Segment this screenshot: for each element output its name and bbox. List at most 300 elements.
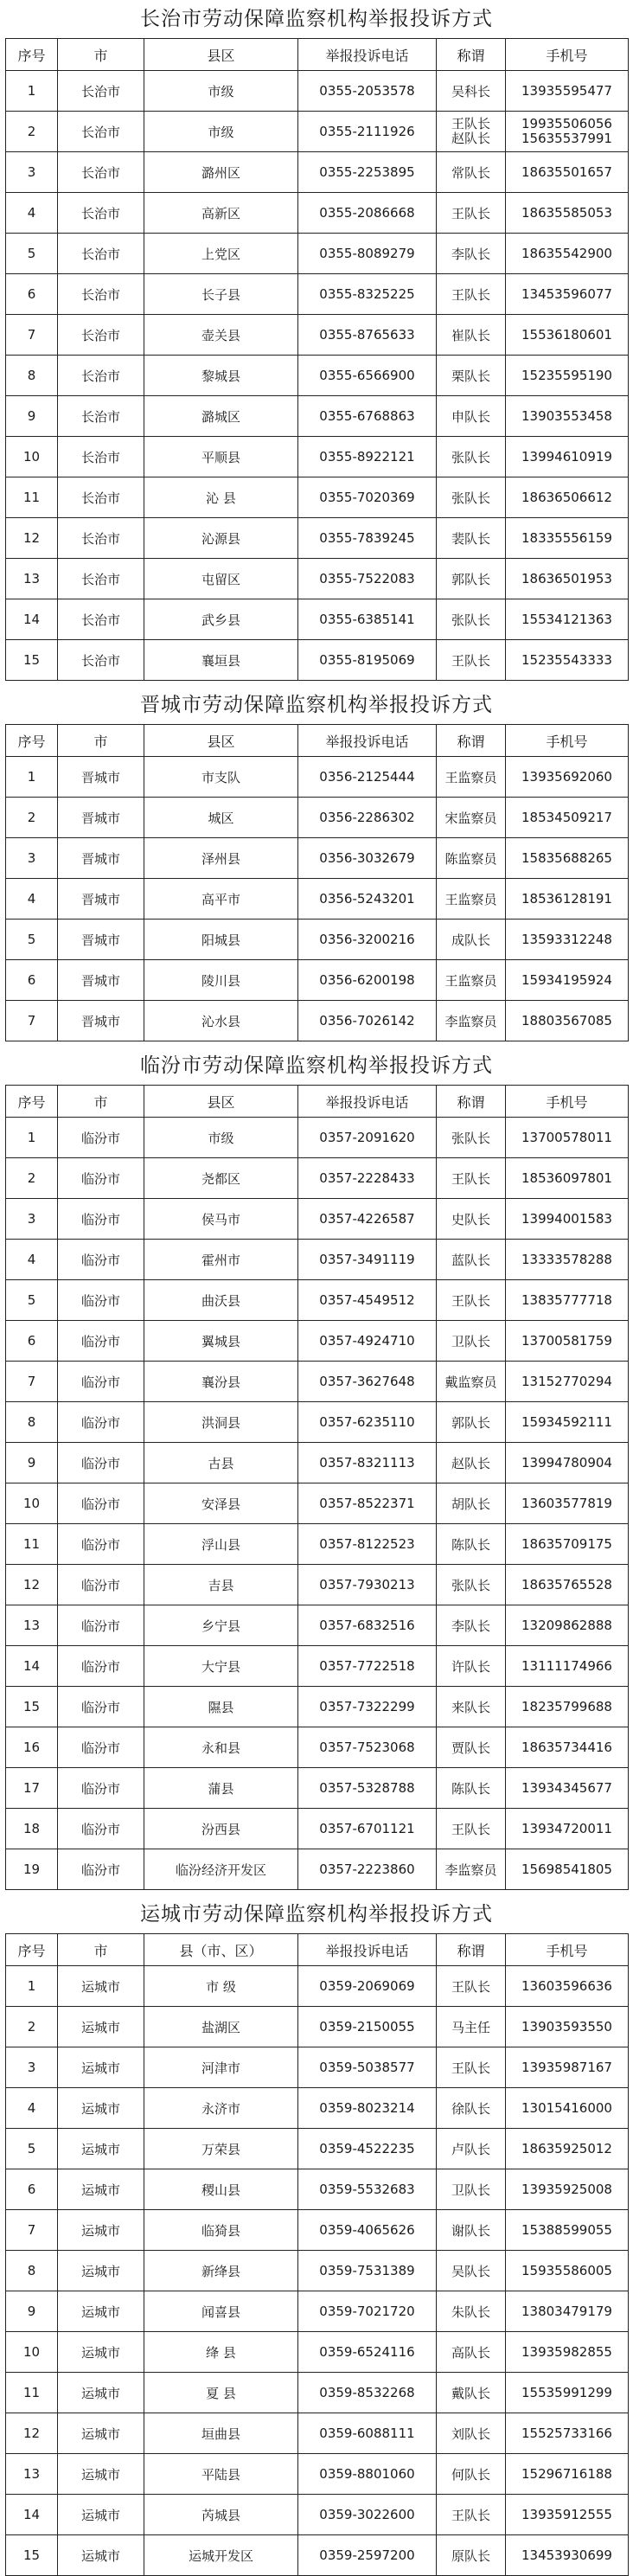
column-header-contact-title: 称谓 bbox=[437, 725, 506, 757]
cell-complaint-phone: 0357-3627648 bbox=[298, 1362, 437, 1402]
cell-complaint-phone: 0357-7722518 bbox=[298, 1646, 437, 1687]
cell-seq-no: 7 bbox=[6, 315, 58, 356]
cell-seq-no: 3 bbox=[6, 2047, 58, 2088]
cell-contact-title: 高队长 bbox=[437, 2332, 506, 2373]
column-header-complaint-phone: 举报投诉电话 bbox=[298, 1934, 437, 1966]
cell-seq-no: 8 bbox=[6, 1402, 58, 1443]
table-row bbox=[6, 1240, 629, 1280]
cell-complaint-phone: 0359-4065626 bbox=[298, 2210, 437, 2251]
cell-contact-title: 马主任 bbox=[437, 2007, 506, 2047]
table-row bbox=[6, 1483, 629, 1524]
cell-seq-no: 1 bbox=[6, 1118, 58, 1158]
cell-district: 市级 bbox=[144, 71, 298, 112]
table-row bbox=[6, 477, 629, 518]
cell-complaint-phone: 0359-8023214 bbox=[298, 2088, 437, 2129]
table-row bbox=[6, 2210, 629, 2251]
contact-table bbox=[5, 38, 629, 681]
cell-contact-title: 王监察员 bbox=[437, 879, 506, 920]
cell-city: 运城市 bbox=[58, 2007, 144, 2047]
cell-mobile-number: 15235543333 bbox=[506, 640, 629, 681]
cell-mobile-number: 18635501657 bbox=[506, 152, 629, 193]
column-header-complaint-phone: 举报投诉电话 bbox=[298, 1086, 437, 1118]
cell-seq-no: 4 bbox=[6, 1240, 58, 1280]
cell-mobile-number: 13934345677 bbox=[506, 1768, 629, 1809]
cell-city: 长治市 bbox=[58, 71, 144, 112]
cell-district: 武乡县 bbox=[144, 599, 298, 640]
cell-mobile-number: 13111174966 bbox=[506, 1646, 629, 1687]
header-row bbox=[6, 725, 629, 757]
cell-district: 临汾经济开发区 bbox=[144, 1849, 298, 1890]
cell-city: 晋城市 bbox=[58, 920, 144, 960]
section-4 bbox=[5, 1895, 628, 2576]
cell-seq-no: 16 bbox=[6, 1727, 58, 1768]
cell-contact-title: 崔队长 bbox=[437, 315, 506, 356]
cell-complaint-phone: 0357-3491119 bbox=[298, 1240, 437, 1280]
cell-complaint-phone: 0356-2286302 bbox=[298, 798, 437, 838]
cell-city: 临汾市 bbox=[58, 1524, 144, 1565]
cell-district: 市 级 bbox=[144, 1966, 298, 2007]
cell-district: 潞州区 bbox=[144, 152, 298, 193]
cell-district: 上党区 bbox=[144, 234, 298, 274]
table-row bbox=[6, 1809, 629, 1849]
cell-city: 临汾市 bbox=[58, 1280, 144, 1321]
cell-complaint-phone: 0357-2091620 bbox=[298, 1118, 437, 1158]
column-header-city: 市 bbox=[58, 1086, 144, 1118]
table-row bbox=[6, 1158, 629, 1199]
cell-district: 新绛县 bbox=[144, 2251, 298, 2291]
cell-city: 运城市 bbox=[58, 2129, 144, 2169]
table-row bbox=[6, 798, 629, 838]
cell-district: 乡宁县 bbox=[144, 1605, 298, 1646]
cell-complaint-phone: 0359-7021720 bbox=[298, 2291, 437, 2332]
cell-seq-no: 9 bbox=[6, 1443, 58, 1483]
cell-contact-title: 吴队长 bbox=[437, 2251, 506, 2291]
cell-city: 晋城市 bbox=[58, 879, 144, 920]
table-row bbox=[6, 1646, 629, 1687]
table-row bbox=[6, 356, 629, 396]
cell-mobile-number: 13152770294 bbox=[506, 1362, 629, 1402]
cell-city: 晋城市 bbox=[58, 757, 144, 798]
cell-seq-no: 4 bbox=[6, 879, 58, 920]
cell-seq-no: 12 bbox=[6, 2413, 58, 2454]
cell-city: 运城市 bbox=[58, 2373, 144, 2413]
contact-table bbox=[5, 1085, 629, 1890]
cell-district: 古县 bbox=[144, 1443, 298, 1483]
cell-contact-title: 王队长 bbox=[437, 1158, 506, 1199]
cell-contact-title: 卢队长 bbox=[437, 2129, 506, 2169]
cell-city: 长治市 bbox=[58, 274, 144, 315]
cell-seq-no: 11 bbox=[6, 1524, 58, 1565]
cell-mobile-number: 15934592111 bbox=[506, 1402, 629, 1443]
cell-seq-no: 14 bbox=[6, 2495, 58, 2535]
cell-complaint-phone: 0355-8089279 bbox=[298, 234, 437, 274]
cell-contact-title: 王队长 bbox=[437, 1809, 506, 1849]
cell-seq-no: 5 bbox=[6, 1280, 58, 1321]
cell-mobile-number: 15534121363 bbox=[506, 599, 629, 640]
cell-mobile-number: 18635925012 bbox=[506, 2129, 629, 2169]
table-row bbox=[6, 2129, 629, 2169]
cell-district: 夏 县 bbox=[144, 2373, 298, 2413]
cell-mobile-number: 13700578011 bbox=[506, 1118, 629, 1158]
cell-city: 临汾市 bbox=[58, 1809, 144, 1849]
cell-city: 长治市 bbox=[58, 559, 144, 599]
cell-mobile-number: 18335556159 bbox=[506, 518, 629, 559]
cell-district: 永济市 bbox=[144, 2088, 298, 2129]
cell-mobile-number: 19935506056 15635537991 bbox=[506, 112, 629, 152]
cell-complaint-phone: 0355-8765633 bbox=[298, 315, 437, 356]
table-row bbox=[6, 960, 629, 1001]
cell-mobile-number: 18636506612 bbox=[506, 477, 629, 518]
cell-complaint-phone: 0359-2150055 bbox=[298, 2007, 437, 2047]
column-header-contact-title: 称谓 bbox=[437, 1934, 506, 1966]
cell-contact-title: 王监察员 bbox=[437, 960, 506, 1001]
cell-contact-title: 戴队长 bbox=[437, 2373, 506, 2413]
cell-mobile-number: 13935982855 bbox=[506, 2332, 629, 2373]
cell-seq-no: 10 bbox=[6, 437, 58, 477]
cell-complaint-phone: 0357-7930213 bbox=[298, 1565, 437, 1605]
table-row bbox=[6, 2495, 629, 2535]
cell-contact-title: 裴队长 bbox=[437, 518, 506, 559]
section-title: 运城市劳动保障监察机构举报投诉方式 bbox=[140, 1903, 493, 1926]
cell-seq-no: 15 bbox=[6, 640, 58, 681]
table-row bbox=[6, 2291, 629, 2332]
cell-mobile-number: 18534509217 bbox=[506, 798, 629, 838]
cell-district: 尧都区 bbox=[144, 1158, 298, 1199]
cell-city: 运城市 bbox=[58, 2251, 144, 2291]
column-header-mobile-number: 手机号 bbox=[506, 1934, 629, 1966]
cell-city: 临汾市 bbox=[58, 1443, 144, 1483]
cell-mobile-number: 13453596077 bbox=[506, 274, 629, 315]
cell-seq-no: 5 bbox=[6, 2129, 58, 2169]
cell-complaint-phone: 0355-2111926 bbox=[298, 112, 437, 152]
cell-seq-no: 1 bbox=[6, 757, 58, 798]
cell-complaint-phone: 0357-6235110 bbox=[298, 1402, 437, 1443]
table-row bbox=[6, 1565, 629, 1605]
cell-city: 运城市 bbox=[58, 2535, 144, 2576]
cell-mobile-number: 18635709175 bbox=[506, 1524, 629, 1565]
cell-seq-no: 5 bbox=[6, 234, 58, 274]
cell-contact-title: 张队长 bbox=[437, 477, 506, 518]
cell-mobile-number: 13935595477 bbox=[506, 71, 629, 112]
cell-city: 临汾市 bbox=[58, 1199, 144, 1240]
cell-complaint-phone: 0355-8195069 bbox=[298, 640, 437, 681]
cell-contact-title: 赵队长 bbox=[437, 1443, 506, 1483]
cell-city: 运城市 bbox=[58, 2291, 144, 2332]
cell-contact-title: 王队长 bbox=[437, 193, 506, 234]
cell-complaint-phone: 0355-6385141 bbox=[298, 599, 437, 640]
cell-contact-title: 蓝队长 bbox=[437, 1240, 506, 1280]
cell-mobile-number: 18235799688 bbox=[506, 1687, 629, 1727]
cell-city: 运城市 bbox=[58, 2495, 144, 2535]
cell-district: 绛 县 bbox=[144, 2332, 298, 2373]
cell-seq-no: 9 bbox=[6, 396, 58, 437]
cell-complaint-phone: 0355-2053578 bbox=[298, 71, 437, 112]
cell-district: 蒲县 bbox=[144, 1768, 298, 1809]
column-header-city: 市 bbox=[58, 1934, 144, 1966]
cell-contact-title: 常队长 bbox=[437, 152, 506, 193]
table-row bbox=[6, 838, 629, 879]
cell-city: 临汾市 bbox=[58, 1605, 144, 1646]
cell-seq-no: 7 bbox=[6, 1362, 58, 1402]
cell-district: 洪洞县 bbox=[144, 1402, 298, 1443]
cell-district: 芮城县 bbox=[144, 2495, 298, 2535]
cell-complaint-phone: 0355-6768863 bbox=[298, 396, 437, 437]
cell-district: 运城开发区 bbox=[144, 2535, 298, 2576]
cell-district: 汾西县 bbox=[144, 1809, 298, 1849]
cell-mobile-number: 15934195924 bbox=[506, 960, 629, 1001]
column-header-seq-no: 序号 bbox=[6, 725, 58, 757]
cell-contact-title: 王队长 bbox=[437, 2047, 506, 2088]
cell-seq-no: 15 bbox=[6, 2535, 58, 2576]
cell-mobile-number: 15296716188 bbox=[506, 2454, 629, 2495]
cell-district: 高新区 bbox=[144, 193, 298, 234]
cell-district: 闻喜县 bbox=[144, 2291, 298, 2332]
cell-district: 侯马市 bbox=[144, 1199, 298, 1240]
table-row bbox=[6, 2047, 629, 2088]
cell-district: 大宁县 bbox=[144, 1646, 298, 1687]
section-2 bbox=[5, 686, 628, 1041]
cell-seq-no: 7 bbox=[6, 1001, 58, 1041]
cell-seq-no: 3 bbox=[6, 838, 58, 879]
section-3 bbox=[5, 1047, 628, 1890]
cell-contact-title: 陈队长 bbox=[437, 1524, 506, 1565]
cell-district: 浮山县 bbox=[144, 1524, 298, 1565]
column-header-seq-no: 序号 bbox=[6, 1934, 58, 1966]
column-header-mobile-number: 手机号 bbox=[506, 39, 629, 71]
cell-contact-title: 何队长 bbox=[437, 2454, 506, 2495]
cell-complaint-phone: 0356-3200216 bbox=[298, 920, 437, 960]
cell-seq-no: 11 bbox=[6, 2373, 58, 2413]
column-header-city: 市 bbox=[58, 725, 144, 757]
cell-contact-title: 卫队长 bbox=[437, 2169, 506, 2210]
cell-mobile-number: 18635542900 bbox=[506, 234, 629, 274]
table-row bbox=[6, 518, 629, 559]
table-row bbox=[6, 640, 629, 681]
cell-city: 临汾市 bbox=[58, 1646, 144, 1687]
cell-complaint-phone: 0355-8325225 bbox=[298, 274, 437, 315]
table-row bbox=[6, 1768, 629, 1809]
cell-complaint-phone: 0356-3032679 bbox=[298, 838, 437, 879]
cell-mobile-number: 13994001583 bbox=[506, 1199, 629, 1240]
table-row bbox=[6, 1362, 629, 1402]
cell-seq-no: 14 bbox=[6, 1646, 58, 1687]
cell-complaint-phone: 0355-2086668 bbox=[298, 193, 437, 234]
cell-city: 长治市 bbox=[58, 477, 144, 518]
table-row bbox=[6, 2007, 629, 2047]
cell-district: 临猗县 bbox=[144, 2210, 298, 2251]
cell-complaint-phone: 0357-4549512 bbox=[298, 1280, 437, 1321]
cell-city: 长治市 bbox=[58, 396, 144, 437]
column-header-seq-no: 序号 bbox=[6, 1086, 58, 1118]
cell-mobile-number: 13994610919 bbox=[506, 437, 629, 477]
cell-complaint-phone: 0357-4226587 bbox=[298, 1199, 437, 1240]
column-header-complaint-phone: 举报投诉电话 bbox=[298, 39, 437, 71]
cell-seq-no: 1 bbox=[6, 71, 58, 112]
cell-seq-no: 7 bbox=[6, 2210, 58, 2251]
cell-mobile-number: 13700581759 bbox=[506, 1321, 629, 1362]
cell-contact-title: 朱队长 bbox=[437, 2291, 506, 2332]
column-header-district: 县（市、区） bbox=[144, 1934, 298, 1966]
cell-contact-title: 李队长 bbox=[437, 234, 506, 274]
table-row bbox=[6, 879, 629, 920]
cell-contact-title: 王队长 bbox=[437, 274, 506, 315]
cell-contact-title: 王队长 bbox=[437, 1966, 506, 2007]
column-header-complaint-phone: 举报投诉电话 bbox=[298, 725, 437, 757]
column-header-mobile-number: 手机号 bbox=[506, 1086, 629, 1118]
cell-district: 吉县 bbox=[144, 1565, 298, 1605]
cell-city: 运城市 bbox=[58, 2169, 144, 2210]
table-row bbox=[6, 757, 629, 798]
cell-contact-title: 戴监察员 bbox=[437, 1362, 506, 1402]
cell-city: 长治市 bbox=[58, 152, 144, 193]
section-title: 长治市劳动保障监察机构举报投诉方式 bbox=[140, 8, 493, 30]
cell-district: 泽州县 bbox=[144, 838, 298, 879]
cell-district: 阳城县 bbox=[144, 920, 298, 960]
cell-mobile-number: 13935987167 bbox=[506, 2047, 629, 2088]
table-row bbox=[6, 1321, 629, 1362]
cell-seq-no: 10 bbox=[6, 1483, 58, 1524]
cell-mobile-number: 18635765528 bbox=[506, 1565, 629, 1605]
cell-city: 运城市 bbox=[58, 2210, 144, 2251]
table-row bbox=[6, 599, 629, 640]
table-row bbox=[6, 315, 629, 356]
cell-seq-no: 2 bbox=[6, 112, 58, 152]
cell-complaint-phone: 0359-4522235 bbox=[298, 2129, 437, 2169]
cell-city: 长治市 bbox=[58, 599, 144, 640]
cell-mobile-number: 13333578288 bbox=[506, 1240, 629, 1280]
cell-contact-title: 谢队长 bbox=[437, 2210, 506, 2251]
cell-contact-title: 宋监察员 bbox=[437, 798, 506, 838]
cell-complaint-phone: 0355-7522083 bbox=[298, 559, 437, 599]
cell-contact-title: 李监察员 bbox=[437, 1001, 506, 1041]
cell-district: 平陆县 bbox=[144, 2454, 298, 2495]
cell-seq-no: 13 bbox=[6, 2454, 58, 2495]
cell-complaint-phone: 0357-2228433 bbox=[298, 1158, 437, 1199]
cell-city: 临汾市 bbox=[58, 1849, 144, 1890]
cell-contact-title: 王队长 bbox=[437, 2495, 506, 2535]
section-title: 临汾市劳动保障监察机构举报投诉方式 bbox=[140, 1054, 493, 1077]
table-row bbox=[6, 193, 629, 234]
header-row bbox=[6, 39, 629, 71]
table-row bbox=[6, 559, 629, 599]
cell-city: 晋城市 bbox=[58, 798, 144, 838]
cell-contact-title: 郭队长 bbox=[437, 1402, 506, 1443]
cell-city: 临汾市 bbox=[58, 1240, 144, 1280]
cell-complaint-phone: 0357-8122523 bbox=[298, 1524, 437, 1565]
cell-city: 长治市 bbox=[58, 518, 144, 559]
cell-complaint-phone: 0355-8922121 bbox=[298, 437, 437, 477]
cell-seq-no: 15 bbox=[6, 1687, 58, 1727]
cell-complaint-phone: 0356-6200198 bbox=[298, 960, 437, 1001]
cell-seq-no: 9 bbox=[6, 2291, 58, 2332]
cell-city: 长治市 bbox=[58, 315, 144, 356]
cell-city: 临汾市 bbox=[58, 1768, 144, 1809]
table-row bbox=[6, 1605, 629, 1646]
cell-contact-title: 原队长 bbox=[437, 2535, 506, 2576]
cell-seq-no: 19 bbox=[6, 1849, 58, 1890]
cell-mobile-number: 18803567085 bbox=[506, 1001, 629, 1041]
cell-district: 屯留区 bbox=[144, 559, 298, 599]
cell-contact-title: 刘队长 bbox=[437, 2413, 506, 2454]
cell-contact-title: 史队长 bbox=[437, 1199, 506, 1240]
table-row bbox=[6, 274, 629, 315]
cell-mobile-number: 13934720011 bbox=[506, 1809, 629, 1849]
cell-city: 运城市 bbox=[58, 2413, 144, 2454]
cell-mobile-number: 13593312248 bbox=[506, 920, 629, 960]
cell-seq-no: 13 bbox=[6, 1605, 58, 1646]
cell-contact-title: 吴科长 bbox=[437, 71, 506, 112]
cell-district: 沁水县 bbox=[144, 1001, 298, 1041]
cell-seq-no: 12 bbox=[6, 1565, 58, 1605]
cell-district: 隰县 bbox=[144, 1687, 298, 1727]
cell-complaint-phone: 0356-7026142 bbox=[298, 1001, 437, 1041]
cell-seq-no: 5 bbox=[6, 920, 58, 960]
table-row bbox=[6, 1443, 629, 1483]
table-row bbox=[6, 1118, 629, 1158]
cell-seq-no: 6 bbox=[6, 1321, 58, 1362]
cell-contact-title: 李队长 bbox=[437, 1605, 506, 1646]
column-header-mobile-number: 手机号 bbox=[506, 725, 629, 757]
cell-mobile-number: 13015416000 bbox=[506, 2088, 629, 2129]
cell-seq-no: 6 bbox=[6, 960, 58, 1001]
cell-complaint-phone: 0357-2223860 bbox=[298, 1849, 437, 1890]
cell-mobile-number: 13209862888 bbox=[506, 1605, 629, 1646]
cell-complaint-phone: 0359-2597200 bbox=[298, 2535, 437, 2576]
cell-complaint-phone: 0357-7322299 bbox=[298, 1687, 437, 1727]
cell-district: 万荣县 bbox=[144, 2129, 298, 2169]
table-row bbox=[6, 1966, 629, 2007]
table-row bbox=[6, 234, 629, 274]
cell-district: 襄垣县 bbox=[144, 640, 298, 681]
cell-seq-no: 10 bbox=[6, 2332, 58, 2373]
cell-complaint-phone: 0355-7839245 bbox=[298, 518, 437, 559]
column-header-district: 县区 bbox=[144, 39, 298, 71]
cell-seq-no: 13 bbox=[6, 559, 58, 599]
cell-contact-title: 张队长 bbox=[437, 437, 506, 477]
cell-seq-no: 4 bbox=[6, 193, 58, 234]
cell-mobile-number: 13935692060 bbox=[506, 757, 629, 798]
cell-city: 运城市 bbox=[58, 2454, 144, 2495]
cell-city: 长治市 bbox=[58, 112, 144, 152]
cell-contact-title: 王监察员 bbox=[437, 757, 506, 798]
contact-table bbox=[5, 1933, 629, 2576]
table-row bbox=[6, 1849, 629, 1890]
cell-district: 翼城县 bbox=[144, 1321, 298, 1362]
cell-seq-no: 18 bbox=[6, 1809, 58, 1849]
cell-mobile-number: 18536097801 bbox=[506, 1158, 629, 1199]
cell-contact-title: 来队长 bbox=[437, 1687, 506, 1727]
cell-city: 临汾市 bbox=[58, 1483, 144, 1524]
cell-city: 临汾市 bbox=[58, 1321, 144, 1362]
table-row bbox=[6, 2169, 629, 2210]
cell-complaint-phone: 0357-8522371 bbox=[298, 1483, 437, 1524]
cell-contact-title: 卫队长 bbox=[437, 1321, 506, 1362]
cell-district: 黎城县 bbox=[144, 356, 298, 396]
cell-complaint-phone: 0359-7531389 bbox=[298, 2251, 437, 2291]
cell-city: 晋城市 bbox=[58, 838, 144, 879]
contact-table bbox=[5, 724, 629, 1041]
table-row bbox=[6, 152, 629, 193]
table-row bbox=[6, 1524, 629, 1565]
cell-district: 市级 bbox=[144, 112, 298, 152]
cell-seq-no: 14 bbox=[6, 599, 58, 640]
cell-district: 潞城区 bbox=[144, 396, 298, 437]
cell-complaint-phone: 0359-5038577 bbox=[298, 2047, 437, 2088]
cell-mobile-number: 15235595190 bbox=[506, 356, 629, 396]
cell-contact-title: 申队长 bbox=[437, 396, 506, 437]
cell-district: 市级 bbox=[144, 1118, 298, 1158]
cell-complaint-phone: 0359-6524116 bbox=[298, 2332, 437, 2373]
